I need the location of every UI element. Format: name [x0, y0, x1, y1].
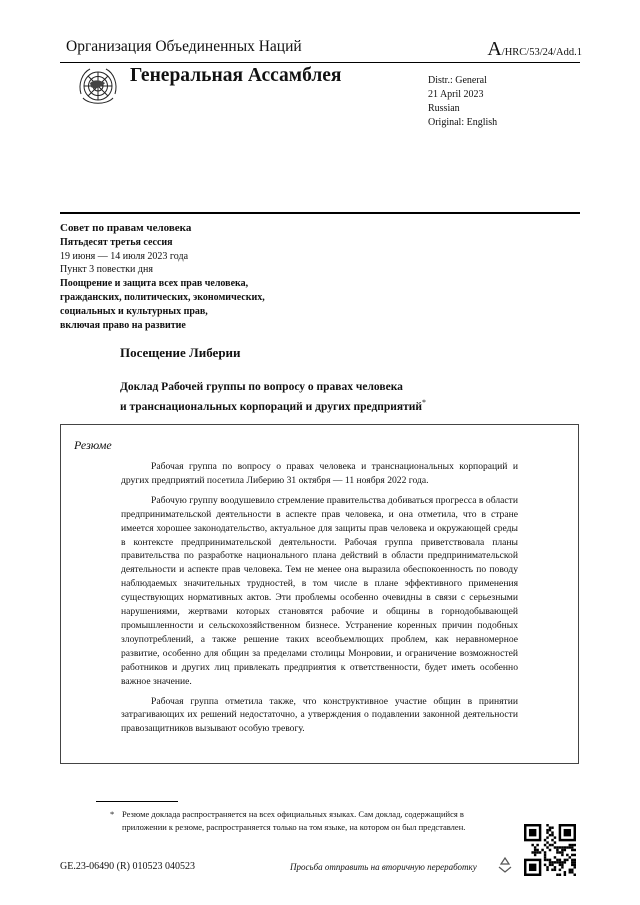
summary-paragraph: Рабочую группу воодушевило стремление правительства добиваться прогресса в области предпринимательской деятельности в аспекте прав человека, и она отметила, что в стране имеется хорошее законодательство, актуальное для защиты прав человека и окружающей среды в контексте предпринимательской деятельности. Рабочая группа приветствовала планы правительства по разработке национального плана действий в области предпринимательской деятельности и аспекте прав человека. Тем не менее она выразила обеспокоенность по поводу наблюдаемых значительных трудностей, в том числе в плане эффективного применения существующих нормативных актов. Эти проблемы особенно очевидны в связи с серьезными нарушениями, жертвами которых становятся рабочие и общины в горнодобывающей промышленности и сельскохозяйственном бизнесе. Устранение коренных причин подобных злоупотреблений, а также решение таких всеобъемлющих проблем, как неравномерное развитие, особенно для общин за пределами столицы Монровии, и ограничение возможностей работников и других лиц привлекать предприятия к ответственности, будет иметь особенно важное значение. — [121, 494, 518, 687]
session-name: Пятьдесят третья сессия — [60, 236, 173, 248]
symbol-code: /HRC/53/24/Add.1 — [501, 47, 582, 58]
agenda-title-line: гражданских, политических, экономических, — [60, 291, 265, 303]
language-line: Russian — [428, 103, 460, 114]
session-dates: 19 июня — 14 июля 2023 года — [60, 250, 189, 262]
job-number: GE.23-06490 (R) 010523 040523 — [60, 861, 195, 872]
agenda-title-line: Поощрение и защита всех прав человека, — [60, 278, 249, 290]
document-symbol — [487, 38, 582, 61]
recycle-icon — [496, 856, 514, 874]
report-title-line: Доклад Рабочей группы по вопросу о правах человека — [120, 381, 403, 393]
header-rule — [60, 62, 580, 63]
symbol-letter: A — [487, 38, 502, 60]
footnote-text: Резюме доклада распространяется на всех официальных языках. Сам доклад, содержащийся в приложении к резюме, распространяется только на том языке, на котором он был представлен. — [122, 809, 466, 832]
section-rule — [60, 212, 580, 214]
recycle-note: Просьба отправить на вторичную переработку — [290, 862, 477, 872]
date-line: 21 April 2023 — [428, 89, 484, 100]
footnote-rule — [96, 801, 178, 802]
un-emblem-icon — [76, 64, 120, 108]
summary-paragraph: Рабочая группа по вопросу о правах человека и транснациональных корпораций и других предприятий посетила Либерию 31 октября — 11 ноября 2022 года. — [121, 461, 518, 486]
session-block — [60, 222, 265, 332]
qr-code-icon — [524, 824, 576, 876]
summary-text — [121, 460, 518, 742]
summary-paragraph: Рабочая группа отметила также, что конструктивное участие общин в принятии затрагивающих их решений недостаточно, а утверждения о подавлении законной деятельности правозащитников вызывают особую тревогу. — [121, 695, 518, 735]
distribution-block — [428, 74, 497, 130]
footnote — [110, 808, 500, 833]
distr-line: Distr.: General — [428, 75, 487, 86]
report-title-line-2 — [120, 395, 540, 415]
organization-name: Организация Объединенных Наций — [66, 38, 302, 55]
report-title-text: и транснациональных корпораций и других предприятий — [120, 400, 423, 413]
summary-label: Резюме — [74, 438, 112, 452]
footnote-reference: * — [422, 398, 427, 407]
council-name: Совет по правам человека — [60, 222, 192, 234]
agenda-title-line: включая право на развитие — [60, 319, 186, 331]
agenda-title-line: социальных и культурных прав, — [60, 305, 208, 317]
document-title: Посещение Либерии — [120, 345, 241, 360]
agenda-item: Пункт 3 повестки дня — [60, 264, 153, 276]
original-language-line: Original: English — [428, 117, 498, 128]
report-title — [120, 380, 540, 415]
footnote-marker: * — [110, 809, 115, 819]
assembly-title: Генеральная Ассамблея — [130, 65, 342, 86]
